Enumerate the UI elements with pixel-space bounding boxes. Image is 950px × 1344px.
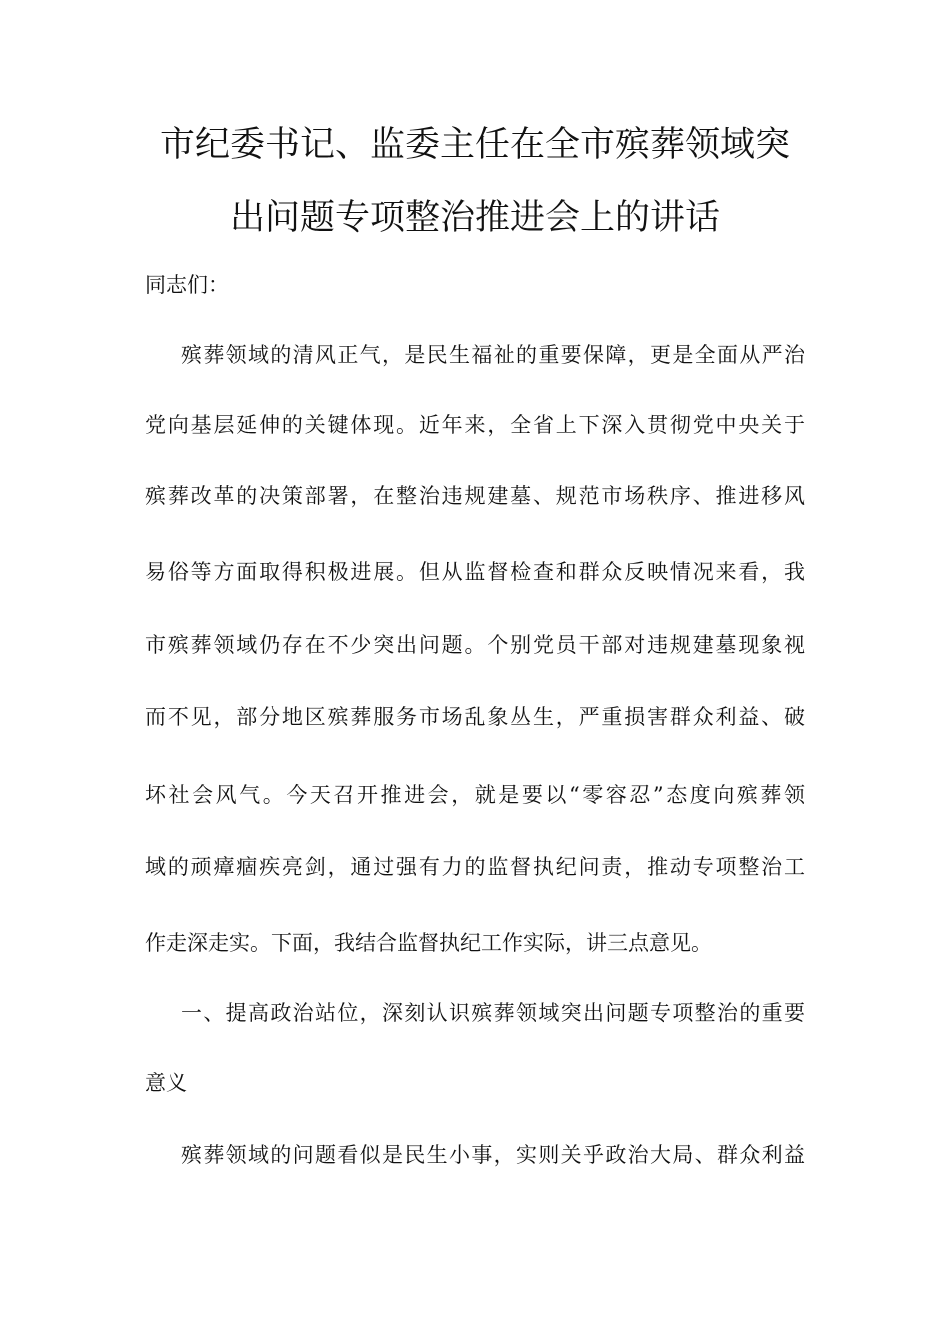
paragraph-line: 坏社会风气。今天召开推进会，就是要以“零容忍”态度向殡葬领 [145, 783, 805, 807]
salutation: 同志们： [145, 273, 229, 297]
paragraph-line: 殡葬改革的决策部署，在整治违规建墓、规范市场秩序、推进移风 [145, 484, 805, 508]
paragraph-line: 作走深走实。下面，我结合监督执纪工作实际，讲三点意见。 [145, 931, 712, 955]
section-heading-line: 意义 [145, 1071, 187, 1095]
paragraph-line: 殡葬领域的清风正气，是民生福祉的重要保障，更是全面从严治 [181, 343, 805, 367]
section-heading-line: 一、提高政治站位，深刻认识殡葬领域突出问题专项整治的重要 [181, 1001, 805, 1025]
paragraph-line: 党向基层延伸的关键体现。近年来，全省上下深入贯彻党中央关于 [145, 413, 805, 437]
paragraph-line: 域的顽瘴痼疾亮剑，通过强有力的监督执纪问责，推动专项整治工 [145, 855, 805, 879]
document-title-line-2: 出问题专项整治推进会上的讲话 [229, 198, 720, 238]
paragraph-line: 易俗等方面取得积极进展。但从监督检查和群众反映情况来看，我 [145, 560, 805, 584]
paragraph-line: 而不见，部分地区殡葬服务市场乱象丛生，严重损害群众利益、破 [145, 705, 805, 729]
paragraph-line: 市殡葬领域仍存在不少突出问题。个别党员干部对违规建墓现象视 [145, 633, 805, 657]
paragraph-line: 殡葬领域的问题看似是民生小事，实则关乎政治大局、群众利益 [181, 1143, 805, 1167]
document-title-line-1: 市纪委书记、监委主任在全市殡葬领域突 [159, 125, 790, 165]
